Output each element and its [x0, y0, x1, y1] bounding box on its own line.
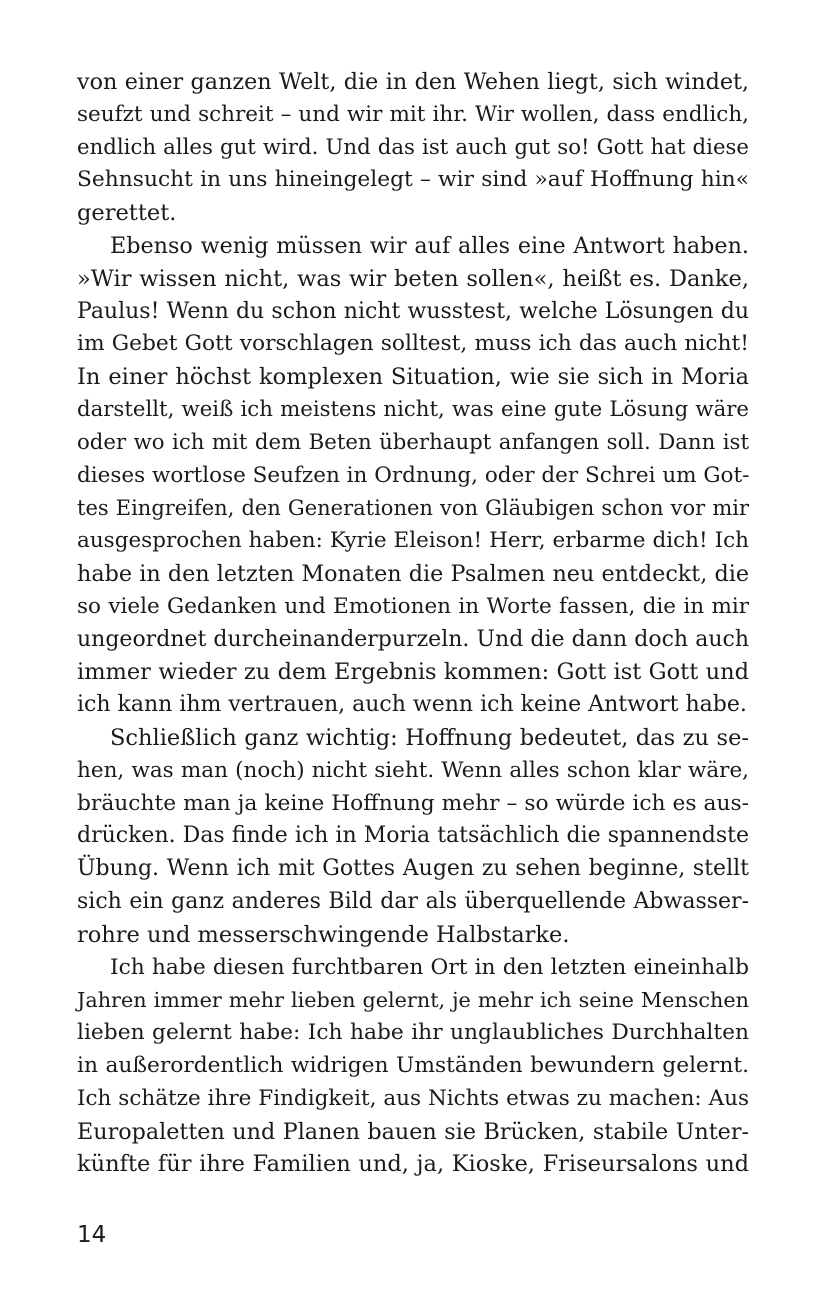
text-line: Paulus! Wenn du schon nicht wusstest, welche Lösungen du: [77, 298, 749, 324]
text-line: immer wieder zu dem Ergebnis kommen: Gott ist Gott und: [77, 659, 749, 686]
text-line: gerettet.: [77, 200, 177, 227]
text-line: Ebenso wenig müssen wir auf alles eine Antwort haben.: [110, 232, 749, 259]
text-line: künfte für ihre Familien und, ja, Kioske, Friseursalons und: [77, 1151, 749, 1178]
text-line: lieben gelernt habe: Ich habe ihr unglaubliches Durchhalten: [77, 1020, 749, 1046]
text-line: ich kann ihm vertrauen, auch wenn ich keine Antwort habe.: [77, 692, 747, 718]
text-line: habe in den letzten Monaten die Psalmen neu entdeckt, die: [77, 560, 749, 587]
text-line: sich ein ganz anderes Bild dar als überquellende Abwasser-: [77, 888, 749, 914]
text-line: in außerordentlich widrigen Umständen bewundern gelernt.: [77, 1052, 749, 1078]
text-line: rohre und messerschwingende Halbstarke.: [77, 921, 570, 948]
text-line: Übung. Wenn ich mit Gottes Augen zu sehen beginne, stellt: [77, 856, 749, 882]
paragraph-2: [77, 230, 749, 722]
text-line: Ich habe diesen furchtbaren Ort in den letzten eineinhalb: [110, 954, 749, 980]
text-line: ungeordnet durcheinanderpurzeln. Und die dann doch auch: [77, 626, 749, 652]
text-line: In einer höchst komplexen Situation, wie sie sich in Moria: [77, 364, 749, 391]
text-line: darstellt, weiß ich meistens nicht, was eine gute Lösung wäre: [77, 396, 749, 422]
text-line: Jahren immer mehr lieben gelernt, je mehr ich seine Menschen: [77, 988, 749, 1013]
text-line: dieses wortlose Seufzen in Ordnung, oder der Schrei um Got-: [77, 462, 750, 488]
paragraph-1: [77, 66, 749, 230]
page-number: 14: [77, 1222, 107, 1248]
text-line: Europaletten und Planen bauen sie Brücken, stabile Unter-: [77, 1118, 749, 1145]
text-line: so viele Gedanken und Emotionen in Worte fassen, die in mir: [77, 593, 749, 619]
text-line: hen, was man (noch) nicht sieht. Wenn alles schon klar wäre,: [77, 757, 749, 783]
text-line: im Gebet Gott vorschlagen solltest, muss ich das auch nicht!: [77, 331, 749, 357]
text-line: von einer ganzen Welt, die in den Wehen liegt, sich windet,: [77, 69, 749, 95]
text-line: seufzt und schreit – und wir mit ihr. Wir wollen, dass endlich,: [77, 101, 749, 127]
text-line: oder wo ich mit dem Beten überhaupt anfangen soll. Dann ist: [77, 429, 749, 455]
paragraph-4: [77, 952, 749, 1182]
text-line: Ich schätze ihre Findigkeit, aus Nichts etwas zu machen: Aus: [77, 1085, 749, 1111]
text-line: endlich alles gut wird. Und das ist auch gut so! Gott hat diese: [77, 134, 749, 160]
text-line: Sehnsucht in uns hineingelegt – wir sind »auf Hoffnung hin«: [77, 167, 749, 193]
text-line: ausgesprochen haben: Kyrie Eleison! Herr, erbarme dich! Ich: [77, 528, 749, 554]
page-body: [77, 66, 749, 1181]
text-line: drücken. Das finde ich in Moria tatsächlich die spannendste: [77, 823, 749, 849]
text-line: bräuchte man ja keine Hoffnung mehr – so würde ich es aus-: [77, 790, 749, 816]
text-line: »Wir wissen nicht, was wir beten sollen«, heißt es. Danke,: [77, 265, 749, 292]
text-line: tes Eingreifen, den Generationen von Gläubigen schon vor mir: [77, 496, 749, 521]
paragraph-3: [77, 722, 749, 952]
text-line: Schließlich ganz wichtig: Hoffnung bedeutet, das zu se-: [110, 724, 749, 751]
